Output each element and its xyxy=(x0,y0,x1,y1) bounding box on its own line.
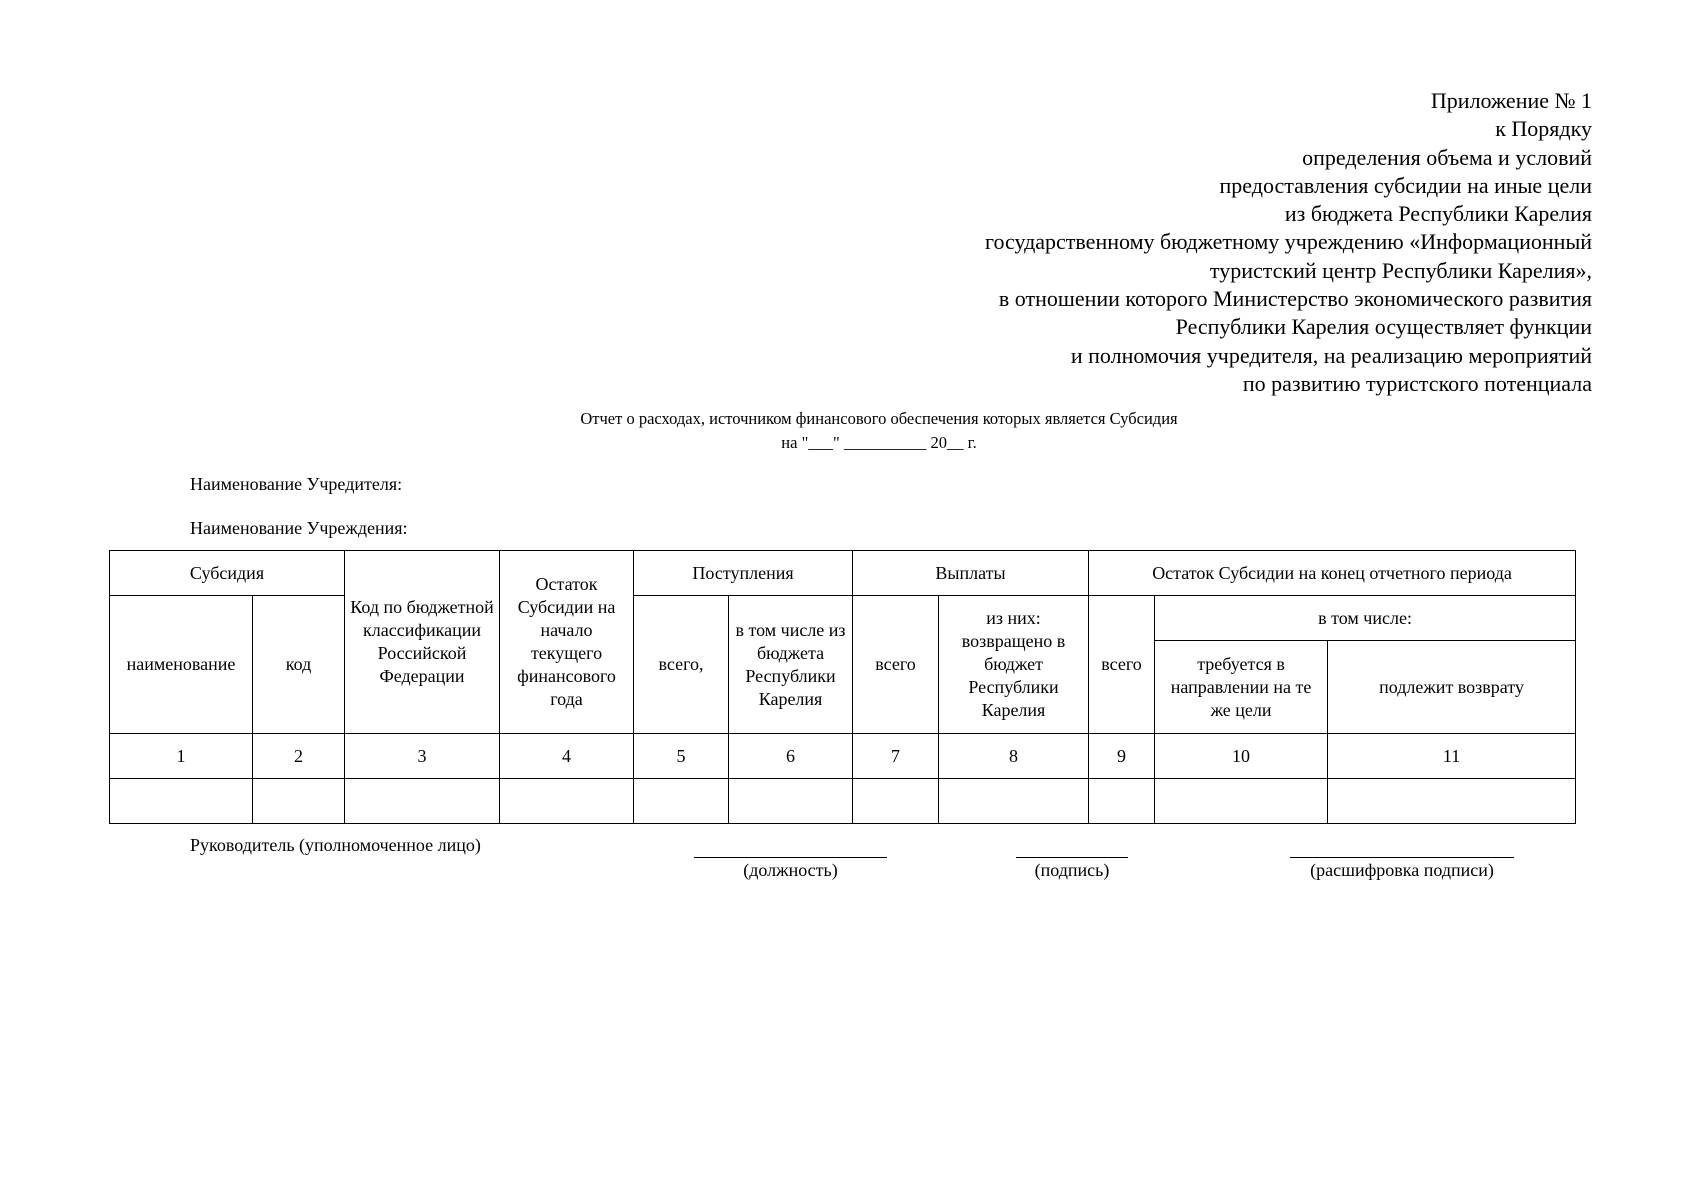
col-number: 2 xyxy=(253,734,345,779)
header-name: наименование xyxy=(110,596,253,734)
annex-line: туристский центр Республики Карелия», xyxy=(1209,257,1592,283)
header-kbk: Код по бюджетной классификации Российской Федерации xyxy=(345,551,500,734)
signature-position xyxy=(694,857,887,881)
data-cell xyxy=(500,779,634,824)
header-subsidy: Субсидия xyxy=(110,551,345,596)
data-cell xyxy=(1328,779,1576,824)
annex-line: к Порядку xyxy=(1495,116,1592,142)
annex-line: предоставления субсидии на иные цели xyxy=(1219,172,1592,198)
col-number: 3 xyxy=(345,734,500,779)
annex-line: Приложение № 1 xyxy=(1430,88,1592,113)
annex-line: из бюджета Республики Карелия xyxy=(1284,201,1592,227)
data-cell xyxy=(1155,779,1328,824)
annex-line: определения объема и условий xyxy=(1302,144,1592,170)
report-table xyxy=(109,550,1576,824)
annex-line: по развитию туристского потенциала xyxy=(1242,370,1592,396)
header-row-1 xyxy=(110,551,1576,596)
report-title-block xyxy=(0,407,1697,455)
header-to-return: подлежит возврату xyxy=(1328,641,1576,734)
institution-name-label: Наименование Учреждения: xyxy=(190,518,408,538)
col-number: 7 xyxy=(853,734,939,779)
header-receipts: Поступления xyxy=(634,551,853,596)
col-number: 4 xyxy=(500,734,634,779)
annex-line: в отношении которого Министерство экономического развития xyxy=(998,286,1592,312)
annex-line: государственному бюджетному учреждению «Информационный xyxy=(984,229,1592,255)
data-cell xyxy=(110,779,253,824)
empty-data-row xyxy=(110,779,1576,824)
report-date-line: на "___" __________ 20__ г. xyxy=(781,433,977,452)
annex-line: и полномочия учредителя, на реализацию мероприятий xyxy=(1070,342,1592,368)
annex-header xyxy=(985,87,1592,398)
header-end-total: всего xyxy=(1089,596,1155,734)
data-cell xyxy=(253,779,345,824)
col-number: 9 xyxy=(1089,734,1155,779)
data-cell xyxy=(729,779,853,824)
header-code: код xyxy=(253,596,345,734)
header-row-2 xyxy=(110,596,1576,641)
col-number: 1 xyxy=(110,734,253,779)
header-payments: Выплаты xyxy=(853,551,1089,596)
header-payments-total: всего xyxy=(853,596,939,734)
annex-line: Республики Карелия осуществляет функции xyxy=(1175,314,1592,340)
data-cell xyxy=(345,779,500,824)
signature-sign xyxy=(1016,857,1128,881)
data-cell xyxy=(1089,779,1155,824)
data-cell xyxy=(853,779,939,824)
founder-name-label: Наименование Учредителя: xyxy=(190,474,403,494)
signature-decode-caption: (расшифровка подписи) xyxy=(1310,860,1494,880)
header-receipts-rk: в том числе из бюджета Республики Карелия xyxy=(729,596,853,734)
data-cell xyxy=(634,779,729,824)
signature-position-caption: (должность) xyxy=(743,860,838,880)
header-payments-returned: из них: возвращено в бюджет Республики Карелия xyxy=(939,596,1089,734)
col-number: 8 xyxy=(939,734,1089,779)
signature-lead: Руководитель (уполномоченное лицо) xyxy=(190,835,481,855)
col-number: 10 xyxy=(1155,734,1328,779)
signature-decode xyxy=(1290,857,1514,881)
header-receipts-total: всего, xyxy=(634,596,729,734)
column-number-row xyxy=(110,734,1576,779)
col-number: 11 xyxy=(1328,734,1576,779)
header-required: требуется в направлении на те же цели xyxy=(1155,641,1328,734)
col-number: 5 xyxy=(634,734,729,779)
header-including: в том числе: xyxy=(1155,596,1576,641)
header-balance-start: Остаток Субсидии на начало текущего финансового года xyxy=(500,551,634,734)
signature-sign-caption: (подпись) xyxy=(1034,860,1110,880)
col-number: 6 xyxy=(729,734,853,779)
report-title: Отчет о расходах, источником финансового обеспечения которых является Субсидия xyxy=(580,409,1178,428)
header-balance-end: Остаток Субсидии на конец отчетного периода xyxy=(1089,551,1576,596)
data-cell xyxy=(939,779,1089,824)
